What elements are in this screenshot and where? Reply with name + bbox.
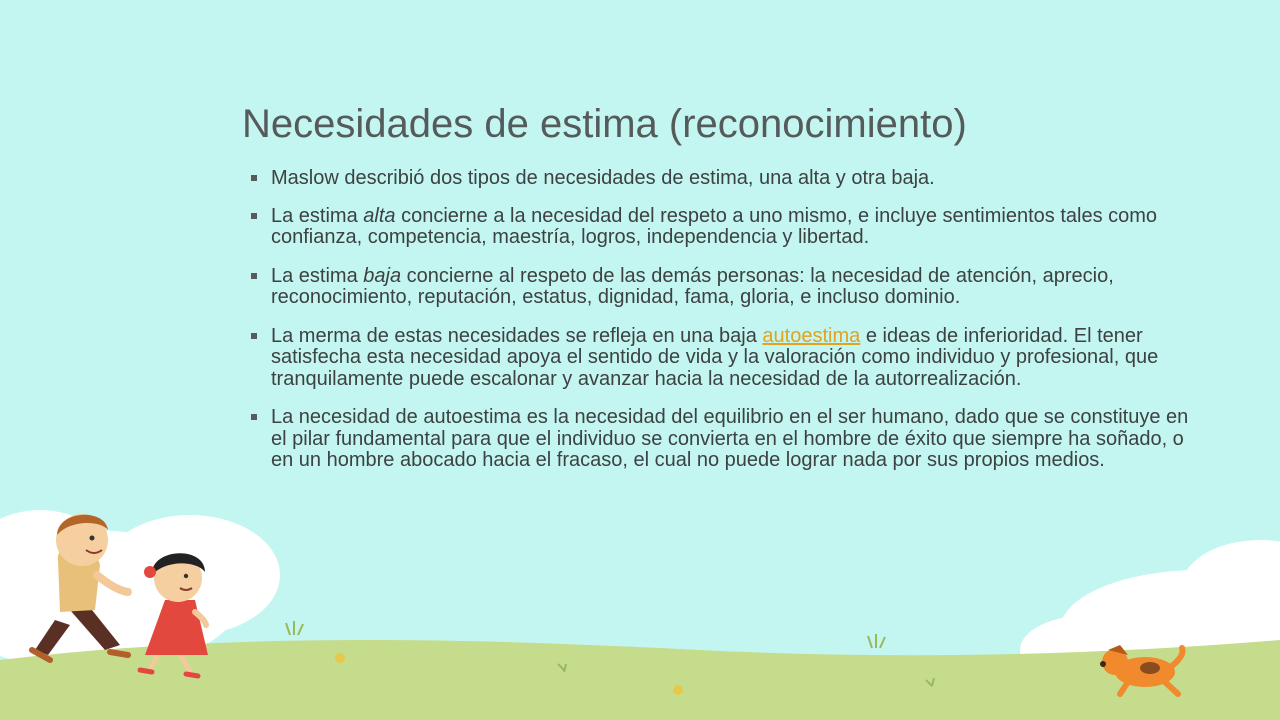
- square-bullet-icon: [251, 273, 257, 279]
- square-bullet-icon: [251, 213, 257, 219]
- bullet-text-post: concierne al respeto de las demás personas: la necesidad de atención, aprecio, reconocimiento, reputación, estatus, dignidad, fama, gloria, e incluso dominio.: [271, 264, 1114, 308]
- square-bullet-icon: [251, 175, 257, 181]
- square-bullet-icon: [251, 333, 257, 339]
- bullet-text: Maslow describió dos tipos de necesidades de estima, una alta y otra baja.: [271, 167, 935, 189]
- bullet-text: La necesidad de autoestima es la necesidad del equilibrio en el ser humano, dado que se constituye en el pilar fundamental para que el individuo se convierta en el hombre de éxito que siempre ha soñado, o en un hombre abocado hacia el fracaso, el cual no puede lograr nada por sus propios medios.: [271, 406, 1189, 471]
- slide-title: Necesidades de estima (reconocimiento): [242, 102, 967, 146]
- bullet-text-pre: La merma de estas necesidades se refleja en una baja: [271, 324, 763, 347]
- bullet-item: [250, 206, 1200, 249]
- bullet-text-post: e ideas de inferioridad. El tener satisfecha esta necesidad apoya el sentido de vida y la valoración como individuo y profesional, que tranquilamente puede escalonar y avanzar hacia la necesidad de la autorrealización.: [271, 324, 1159, 390]
- bullet-text-pre: La estima: [271, 264, 364, 287]
- bullet-item: [250, 407, 1200, 472]
- autoestima-link[interactable]: autoestima: [762, 324, 861, 347]
- bullet-text-emphasis: alta: [363, 204, 396, 227]
- square-bullet-icon: [251, 414, 257, 420]
- bullet-text-emphasis: baja: [363, 264, 402, 287]
- bullet-item: [250, 326, 1200, 391]
- bullet-item: [250, 266, 1200, 309]
- bullet-list: [250, 168, 1200, 489]
- bullet-text-post: concierne a la necesidad del respeto a uno mismo, e incluye sentimientos tales como confianza, competencia, maestría, logros, independencia y libertad.: [271, 204, 1158, 248]
- bullet-text-pre: La estima: [271, 204, 364, 227]
- bullet-item: [250, 168, 1200, 190]
